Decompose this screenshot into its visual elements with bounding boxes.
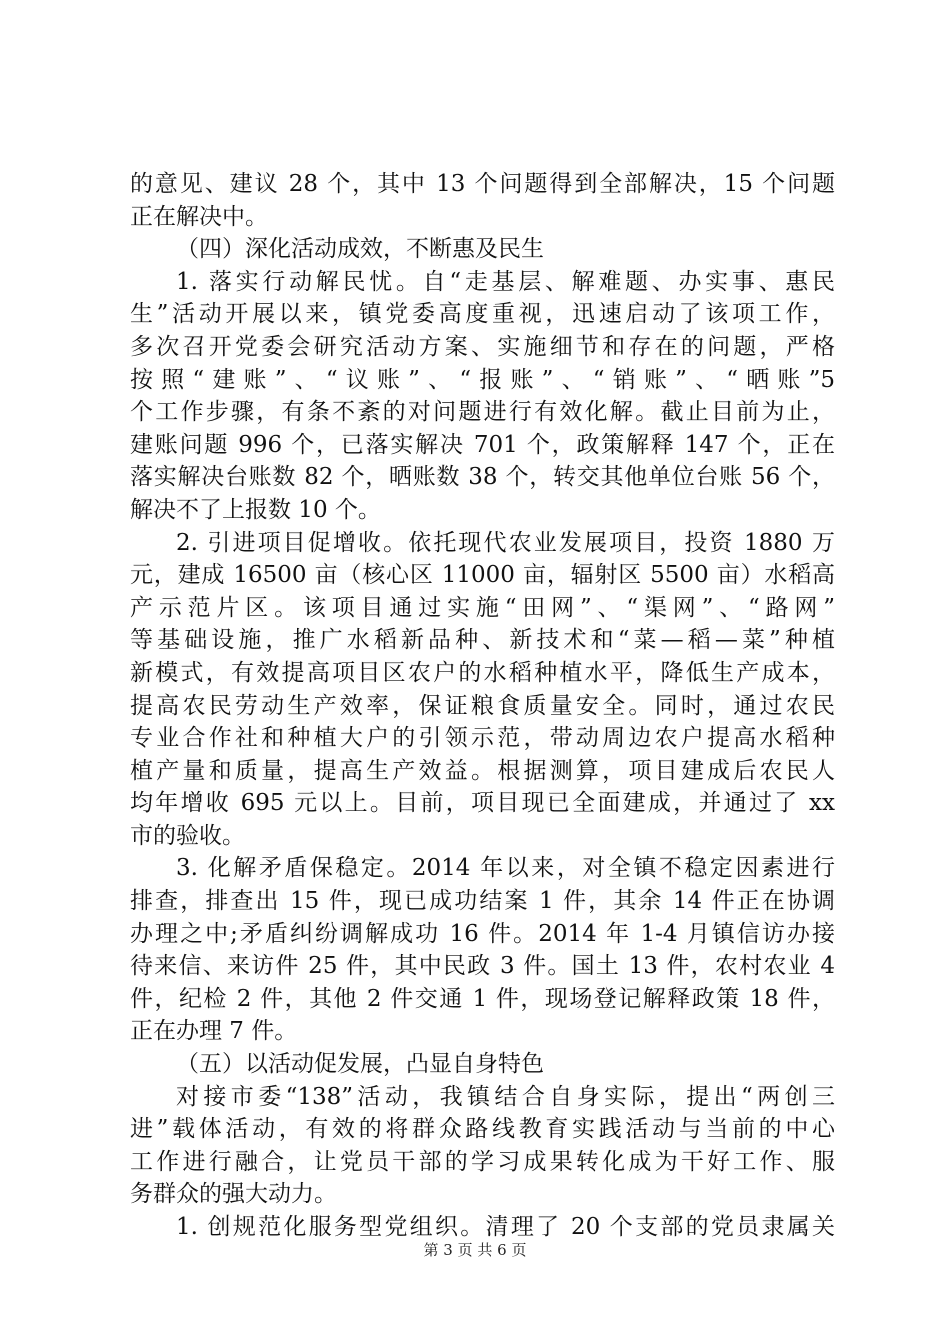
- text-line: 均年增收 695 元以上。目前，项目现已全面建成，并通过了 xx: [130, 790, 835, 817]
- text-line: （四）深化活动成效，不断惠及民生: [176, 236, 544, 263]
- text-line: 3. 化解矛盾保稳定。2014 年以来，对全镇不稳定因素进行: [176, 855, 835, 882]
- text-line: 解决不了上报数 10 个。: [130, 496, 381, 523]
- text-line: 市的验收。: [130, 822, 245, 849]
- page-number-footer: 第 3 页 共 6 页: [423, 1241, 527, 1259]
- text-line: 1. 创规范化服务型党组织。清理了 20 个支部的党员隶属关: [176, 1214, 835, 1240]
- text-line: 等基础设施，推广水稻新品种、新技术和“菜—稻—菜”种植: [130, 627, 835, 654]
- text-line: 建账问题 996 个，已落实解决 701 个，政策解释 147 个，正在: [130, 431, 835, 458]
- text-line: 排查，排查出 15 件，现已成功结案 1 件，其余 14 件正在协调: [130, 888, 835, 915]
- text-line: （五）以活动促发展，凸显自身特色: [176, 1051, 544, 1078]
- text-line: 2. 引进项目促增收。依托现代农业发展项目，投资 1880 万: [176, 529, 835, 556]
- text-line: 正在解决中。: [130, 203, 268, 230]
- text-line: 提高农民劳动生产效率，保证粮食质量安全。同时，通过农民: [130, 692, 835, 719]
- text-line: 生”活动开展以来，镇党委高度重视，迅速启动了该项工作，: [130, 301, 835, 328]
- text-line: 元，建成 16500 亩（核心区 11000 亩，辐射区 5500 亩）水稻高: [130, 562, 835, 589]
- text-line: 工作进行融合，让党员干部的学习成果转化成为干好工作、服: [130, 1148, 835, 1175]
- text-line: 对接市委“138”活动，我镇结合自身实际，提出“两创三: [176, 1083, 835, 1110]
- text-line: 多次召开党委会研究活动方案、实施细节和存在的问题，严格: [130, 333, 835, 360]
- text-line: 1. 落实行动解民忧。自“走基层、解难题、办实事、惠民: [176, 268, 835, 295]
- text-line: 件，纪检 2 件，其他 2 件交通 1 件，现场登记解释政策 18 件，: [130, 985, 835, 1012]
- document-body: [130, 168, 835, 1244]
- text-line: 落实解决台账数 82 个，晒账数 38 个，转交其他单位台账 56 个，: [130, 464, 835, 491]
- text-line: 务群众的强大动力。: [130, 1181, 337, 1208]
- text-line: 植产量和质量，提高生产效益。根据测算，项目建成后农民人: [130, 757, 835, 784]
- text-line: 办理之中;矛盾纠纷调解成功 16 件。2014 年 1-4 月镇信访办接: [130, 920, 835, 947]
- text-line: 产示范片区。该项目通过实施“田网”、“渠网”、“路网”: [130, 594, 835, 621]
- text-line: 待来信、来访件 25 件，其中民政 3 件。国土 13 件，农村农业 4: [130, 953, 835, 980]
- text-line: 个工作步骤，有条不紊的对问题进行有效化解。截止目前为止，: [130, 399, 835, 426]
- text-line: 新模式，有效提高项目区农户的水稻种植水平，降低生产成本，: [130, 659, 835, 686]
- text-line: 进”载体活动，有效的将群众路线教育实践活动与当前的中心: [130, 1116, 835, 1143]
- text-line: 专业合作社和种植大户的引领示范，带动周边农户提高水稻种: [130, 725, 835, 752]
- text-line: 的意见、建议 28 个，其中 13 个问题得到全部解决，15 个问题: [130, 171, 835, 197]
- text-line: 按照“建账”、“议账”、“报账”、“销账”、“晒账”5: [130, 366, 835, 393]
- text-line: 正在办理 7 件。: [130, 1018, 298, 1045]
